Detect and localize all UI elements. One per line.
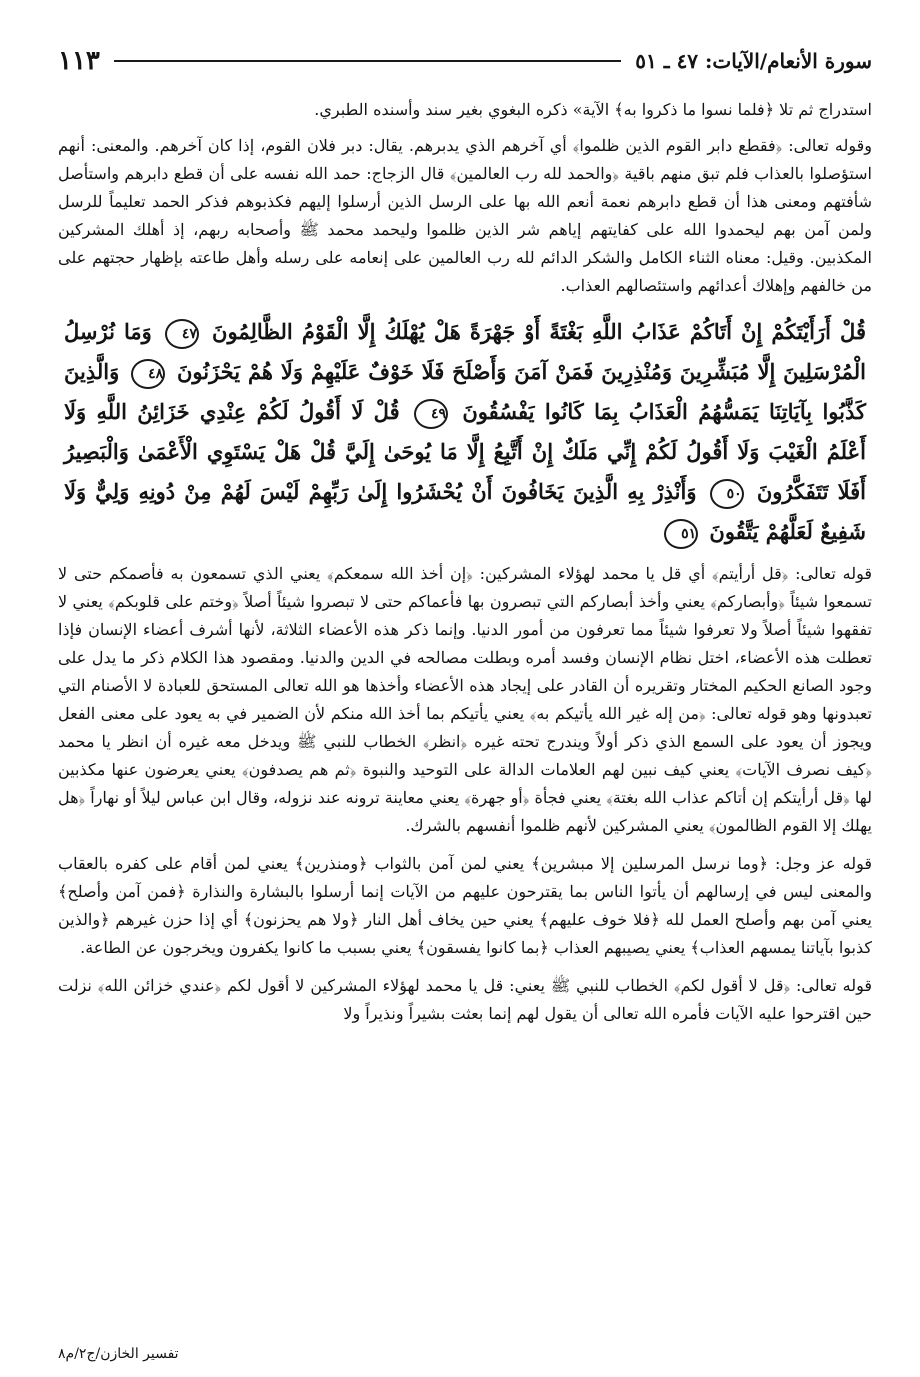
verse-50: قُلْ لَا أَقُولُ لَكُمْ عِنْدِي خَزَائِنُ اللَّهِ وَلَا أَعْلَمُ الْغَيْبَ وَلَا أَقُولُ لَكُمْ إِنِّي مَلَكٌ إِنْ أَتَّبِعُ إِلَّا مَا يُوحَىٰ إِلَيَّ قُلْ هَلْ يَسْتَوِي الْأَعْمَىٰ وَالْبَصِيرُ أَفَلَا تَتَفَكَّرُونَ (64, 399, 866, 504)
ayah-marker-50: ٥٠ (710, 479, 744, 509)
ayah-marker-48: ٤٨ (131, 359, 165, 389)
verse-49: وَالَّذِينَ كَذَّبُوا بِآيَاتِنَا يَمَسُّهُمُ الْعَذَابُ بِمَا كَانُوا يَفْسُقُونَ (64, 359, 867, 424)
running-header (58, 40, 872, 82)
intro-line: استدراج ثم تلا ﴿فلما نسوا ما ذكروا به﴾ الآية» ذكره البغوي بغير سند وأسنده الطبري. (314, 100, 872, 119)
page-number: ١١٣ (58, 46, 100, 76)
commentary-paragraph-3: قوله عز وجل: ﴿وما نرسل المرسلين إلا مبشرين﴾ يعني لمن آمن بالثواب ﴿ومنذرين﴾ يعني لمن أقام على كفره بالعقاب والمعنى ليس في إرسالهم أن يأتوا الناس بما يقترحون عليهم من الآيات إنما أرسلوا بالبشارة والنذارة ﴿فمن آمن وأصلح﴾ يعني آمن بهم وأصلح العمل لله ﴿فلا خوف عليهم﴾ يعني حين يخاف أهل النار ﴿ولا هم يحزنون﴾ أي إذا حزن غيرهم ﴿والذين كذبوا بآياتنا يمسهم العذاب﴾ يعني يصيبهم العذاب ﴿بما كانوا يفسقون﴾ يعني بسبب ما كانوا يكفرون ويخرجون عن الطاعة. (58, 854, 872, 957)
ayah-marker-47: ٤٧ (165, 319, 199, 349)
commentary-paragraph-4: قوله تعالى: ﴿قل لا أقول لكم﴾ الخطاب للنبي ﷺ يعني: قل يا محمد لهؤلاء المشركين لا أقول لكم ﴿عندي خزائن الله﴾ نزلت حين اقترحوا عليه الآيات فأمره الله تعالى أن يقول لهم إنما بعثت بشيراً ونذيراً ولا (58, 976, 872, 1023)
ayah-marker-51: ٥١ (664, 519, 698, 549)
verse-text-block (64, 312, 866, 552)
header-rule (114, 60, 621, 62)
commentary-paragraph-1: وقوله تعالى: ﴿فقطع دابر القوم الذين ظلموا﴾ أي آخرهم الذي يدبرهم. يقال: دبر فلان القوم، إذا كان آخرهم. والمعنى: أنهم استؤصلوا بالعذاب فلم تبق منهم باقية ﴿والحمد لله رب العالمين﴾ قال الزجاج: حمد الله نفسه على أن قطع دابرهم واستأصل شأفتهم ومعنى هذا أن قطع دابرهم نعمة أنعم الله بها على الرسل الذين أرسلوا إليهم فكذبوهم فذكر الحمد تعليماً للرسل ولمن آمن بهم ليحمدوا الله على كفايتهم إياهم شر الذين ظلموا وليحمد محمد ﷺ وأصحابه ربهم، إذ أهلك المشركين المكذبين. وقيل: معناه الثناء الكامل والشكر الدائم لله رب العالمين على إنعامه على رسله وأهل طاعته بإظهار حجتهم على من خالفهم وإهلاك أعدائهم واستئصالهم العذاب. (58, 136, 873, 295)
verse-47: قُلْ أَرَأَيْتَكُمْ إِنْ أَتَاكُمْ عَذَابُ اللَّهِ بَغْتَةً أَوْ جَهْرَةً هَلْ يُهْلَكُ إِلَّا الْقَوْمُ الظَّالِمُونَ (212, 319, 866, 344)
verse-48: وَمَا نُرْسِلُ الْمُرْسَلِينَ إِلَّا مُبَشِّرِينَ وَمُنْذِرِينَ فَمَنْ آمَنَ وَأَصْلَحَ فَلَا خَوْفٌ عَلَيْهِمْ وَلَا هُمْ يَحْزَنُونَ (64, 319, 867, 384)
ayah-marker-49: ٤٩ (414, 399, 448, 429)
footer-signature: تفسير الخازن/ج٢/م٨ (58, 1346, 179, 1362)
quran-verses (58, 310, 872, 554)
verse-51: وَأَنْذِرْ بِهِ الَّذِينَ يَخَافُونَ أَنْ يُحْشَرُوا إِلَىٰ رَبِّهِمْ لَيْسَ لَهُمْ مِنْ دُونِهِ وَلِيٌّ وَلَا شَفِيعٌ لَعَلَّهُمْ يَتَّقُونَ (64, 479, 866, 544)
surah-title: سورة الأنعام/الآيات: ٤٧ ـ ٥١ (635, 49, 872, 73)
commentary-paragraph-2: قوله تعالى: ﴿قل أرأيتم﴾ أي قل يا محمد لهؤلاء المشركين: ﴿إن أخذ الله سمعكم﴾ يعني الذي تسمعون به فأصمكم حتى لا تسمعوا شيئاً ﴿وأبصاركم﴾ يعني وأخذ أبصاركم التي تبصرون بها فأعماكم حتى لا تبصروا شيئاً أصلاً ﴿وختم على قلوبكم﴾ يعني لا تفقهوا شيئاً أصلاً ولا تعرفوا شيئاً مما تعرفون من أمور الدنيا. وإنما ذكر هذه الأعضاء الثلاثة، لأنها أشرف أعضاء الإنسان فإذا تعطلت هذه الأعضاء، اختل نظام الإنسان وفسد أمره وبطلت مصالحه في الدين والدنيا. ومقصود هذا الكلام ذكر ما يدل على وجود الصانع الحكيم المختار وتقريره أن القادر على إيجاد هذه الأعضاء وأخذها هو الله تعالى المستحق للعبادة لا الأصنام التي تعبدونها وهو قوله تعالى: ﴿من إله غير الله يأتيكم به﴾ يعني يأتيكم بما أخذ الله منكم لأن الضمير في به يعود على معنى الفعل ويجوز أن يعود على السمع الذي ذكر أولاً ويندرج تحته غيره ﴿انظر﴾ الخطاب للنبي ﷺ ويدخل معه غيره أن انظر يا محمد ﴿كيف نصرف الآيات﴾ يعني كيف نبين لهم العلامات الدالة على التوحيد والنبوة ﴿ثم هم يصدفون﴾ يعني يعرضون عنها مكذبين لها ﴿قل أرأيتكم إن أتاكم عذاب الله بغتة﴾ يعني فجأة ﴿أو جهرة﴾ يعني معاينة ترونه عند نزوله، وقال ابن عباس ليلاً أو نهاراً ﴿هل يهلك إلا القوم الظالمون﴾ يعني المشركين لأنهم ظلموا أنفسهم بالشرك. (58, 564, 873, 835)
